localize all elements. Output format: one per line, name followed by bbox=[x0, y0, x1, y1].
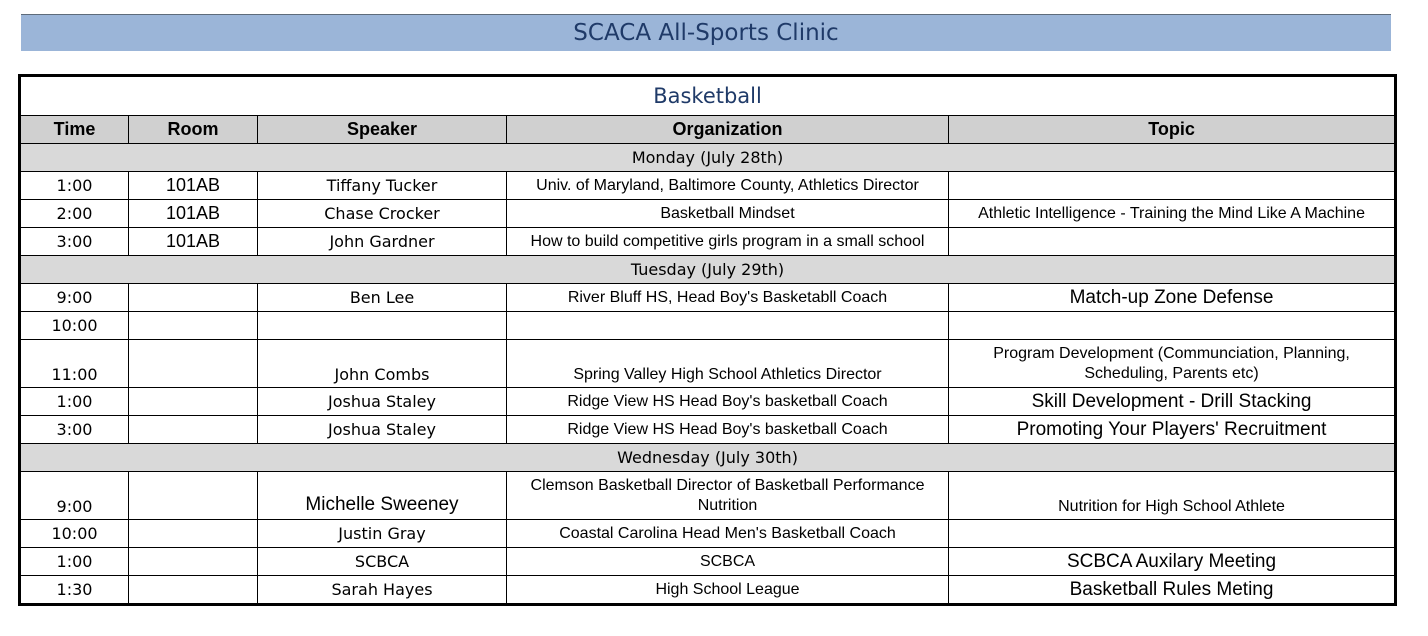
table-row bbox=[20, 172, 1396, 200]
topic-cell: Nutrition for High School Athlete bbox=[949, 472, 1396, 520]
time-cell: 1:00 bbox=[20, 548, 129, 576]
room-cell bbox=[129, 548, 258, 576]
time-cell: 1:00 bbox=[20, 172, 129, 200]
speaker-cell: Joshua Staley bbox=[258, 416, 507, 444]
topic-cell: Promoting Your Players' Recruitment bbox=[949, 416, 1396, 444]
time-cell: 1:30 bbox=[20, 576, 129, 605]
day-header-row bbox=[20, 144, 1396, 172]
topic-cell: Match-up Zone Defense bbox=[949, 284, 1396, 312]
time-cell: 10:00 bbox=[20, 520, 129, 548]
room-cell bbox=[129, 416, 258, 444]
topic-cell: Basketball Rules Meting bbox=[949, 576, 1396, 605]
column-header-time: Time bbox=[20, 116, 129, 144]
table-row bbox=[20, 312, 1396, 340]
organization-cell: Basketball Mindset bbox=[507, 200, 949, 228]
speaker-cell: SCBCA bbox=[258, 548, 507, 576]
topic-cell bbox=[949, 520, 1396, 548]
topic-cell: Skill Development - Drill Stacking bbox=[949, 388, 1396, 416]
topic-cell bbox=[949, 312, 1396, 340]
organization-cell: Clemson Basketball Director of Basketball Performance Nutrition bbox=[507, 472, 949, 520]
time-cell: 11:00 bbox=[20, 340, 129, 388]
column-header-row bbox=[20, 116, 1396, 144]
table-row bbox=[20, 472, 1396, 520]
organization-cell: Ridge View HS Head Boy's basketball Coach bbox=[507, 388, 949, 416]
time-cell: 9:00 bbox=[20, 472, 129, 520]
table-row bbox=[20, 520, 1396, 548]
topic-cell bbox=[949, 172, 1396, 200]
time-cell: 9:00 bbox=[20, 284, 129, 312]
organization-cell: Ridge View HS Head Boy's basketball Coach bbox=[507, 416, 949, 444]
table-title: Basketball bbox=[20, 76, 1396, 116]
table-title-row bbox=[20, 76, 1396, 116]
room-cell bbox=[129, 472, 258, 520]
topic-cell bbox=[949, 228, 1396, 256]
day-header-row bbox=[20, 444, 1396, 472]
room-cell bbox=[129, 388, 258, 416]
schedule-table bbox=[18, 74, 1397, 606]
room-cell: 101AB bbox=[129, 172, 258, 200]
page-banner-title: SCACA All-Sports Clinic bbox=[21, 14, 1391, 51]
day-label: Monday (July 28th) bbox=[20, 144, 1396, 172]
column-header-room: Room bbox=[129, 116, 258, 144]
organization-cell: High School League bbox=[507, 576, 949, 605]
time-cell: 3:00 bbox=[20, 416, 129, 444]
topic-cell: Program Development (Communciation, Planning, Scheduling, Parents etc) bbox=[949, 340, 1396, 388]
room-cell: 101AB bbox=[129, 200, 258, 228]
room-cell bbox=[129, 520, 258, 548]
organization-cell: Spring Valley High School Athletics Director bbox=[507, 340, 949, 388]
organization-cell bbox=[507, 312, 949, 340]
column-header-topic: Topic bbox=[949, 116, 1396, 144]
organization-cell: SCBCA bbox=[507, 548, 949, 576]
speaker-cell: Ben Lee bbox=[258, 284, 507, 312]
day-label: Wednesday (July 30th) bbox=[20, 444, 1396, 472]
room-cell bbox=[129, 340, 258, 388]
table-row bbox=[20, 200, 1396, 228]
table-row bbox=[20, 340, 1396, 388]
table-row bbox=[20, 416, 1396, 444]
organization-cell: River Bluff HS, Head Boy's Basketabll Coach bbox=[507, 284, 949, 312]
topic-cell: SCBCA Auxilary Meeting bbox=[949, 548, 1396, 576]
speaker-cell: Tiffany Tucker bbox=[258, 172, 507, 200]
table-row bbox=[20, 548, 1396, 576]
organization-cell: Univ. of Maryland, Baltimore County, Athletics Director bbox=[507, 172, 949, 200]
room-cell: 101AB bbox=[129, 228, 258, 256]
day-label: Tuesday (July 29th) bbox=[20, 256, 1396, 284]
room-cell bbox=[129, 576, 258, 605]
speaker-cell: Sarah Hayes bbox=[258, 576, 507, 605]
speaker-cell: Michelle Sweeney bbox=[258, 472, 507, 520]
speaker-cell: John Combs bbox=[258, 340, 507, 388]
organization-cell: How to build competitive girls program in a small school bbox=[507, 228, 949, 256]
organization-cell: Coastal Carolina Head Men's Basketball Coach bbox=[507, 520, 949, 548]
column-header-speaker: Speaker bbox=[258, 116, 507, 144]
speaker-cell: John Gardner bbox=[258, 228, 507, 256]
table-row bbox=[20, 576, 1396, 605]
speaker-cell bbox=[258, 312, 507, 340]
time-cell: 3:00 bbox=[20, 228, 129, 256]
room-cell bbox=[129, 284, 258, 312]
time-cell: 2:00 bbox=[20, 200, 129, 228]
time-cell: 10:00 bbox=[20, 312, 129, 340]
table-row bbox=[20, 284, 1396, 312]
day-header-row bbox=[20, 256, 1396, 284]
topic-cell: Athletic Intelligence - Training the Mind Like A Machine bbox=[949, 200, 1396, 228]
column-header-organization: Organization bbox=[507, 116, 949, 144]
table-row bbox=[20, 388, 1396, 416]
time-cell: 1:00 bbox=[20, 388, 129, 416]
speaker-cell: Joshua Staley bbox=[258, 388, 507, 416]
speaker-cell: Chase Crocker bbox=[258, 200, 507, 228]
speaker-cell: Justin Gray bbox=[258, 520, 507, 548]
room-cell bbox=[129, 312, 258, 340]
table-row bbox=[20, 228, 1396, 256]
